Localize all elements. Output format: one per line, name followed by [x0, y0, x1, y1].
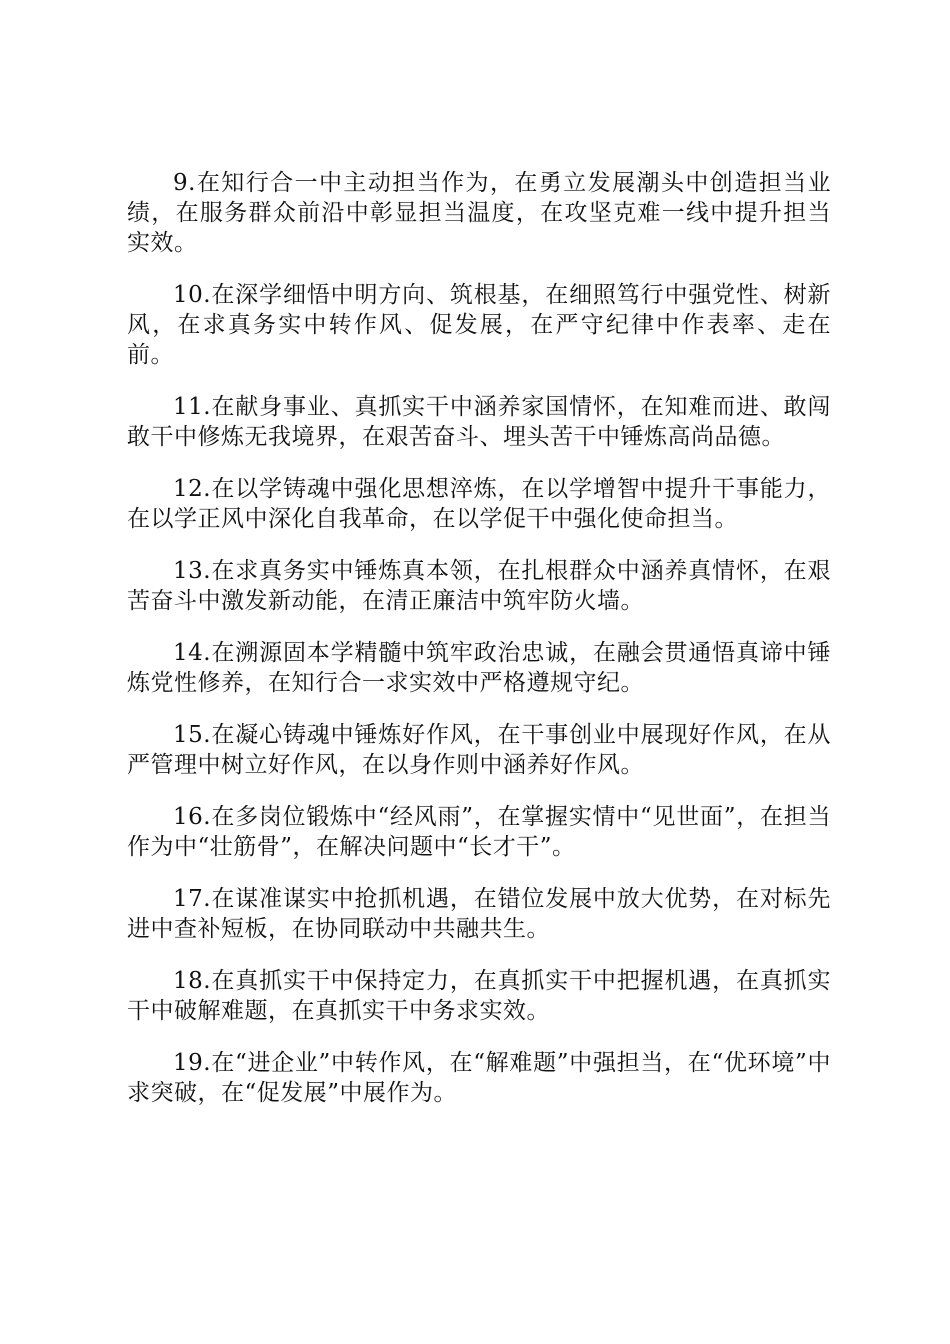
paragraph-16: 16.在多岗位锻炼中“经风雨”，在掌握实情中“见世面”，在担当作为中“壮筋骨”，在解决问题中“长才干”。	[127, 804, 831, 860]
paragraph-18: 18.在真抓实干中保持定力，在真抓实干中把握机遇，在真抓实干中破解难题，在真抓实干中务求实效。	[127, 968, 831, 1024]
paragraph-15: 15.在凝心铸魂中锤炼好作风，在干事创业中展现好作风，在从严管理中树立好作风，在以身作则中涵养好作风。	[127, 722, 831, 778]
paragraph-14: 14.在溯源固本学精髓中筑牢政治忠诚，在融会贯通悟真谛中锤炼党性修养，在知行合一求实效中严格遵规守纪。	[127, 640, 831, 696]
paragraph-17: 17.在谋准谋实中抢抓机遇，在错位发展中放大优势，在对标先进中查补短板，在协同联动中共融共生。	[127, 886, 831, 942]
paragraph-13: 13.在求真务实中锤炼真本领，在扎根群众中涵养真情怀，在艰苦奋斗中激发新动能，在清正廉洁中筑牢防火墙。	[127, 558, 831, 614]
paragraph-9: 9.在知行合一中主动担当作为，在勇立发展潮头中创造担当业绩，在服务群众前沿中彰显担当温度，在攻坚克难一线中提升担当实效。	[127, 170, 831, 256]
paragraph-11: 11.在献身事业、真抓实干中涵养家国情怀，在知难而进、敢闯敢干中修炼无我境界，在艰苦奋斗、埋头苦干中锤炼高尚品德。	[127, 394, 831, 450]
paragraph-19: 19.在“进企业”中转作风，在“解难题”中强担当，在“优环境”中求突破，在“促发展”中展作为。	[127, 1050, 831, 1106]
paragraph-12: 12.在以学铸魂中强化思想淬炼，在以学增智中提升干事能力，在以学正风中深化自我革命，在以学促干中强化使命担当。	[127, 476, 831, 532]
paragraph-10: 10.在深学细悟中明方向、筑根基，在细照笃行中强党性、树新风，在求真务实中转作风、促发展，在严守纪律中作表率、走在前。	[127, 282, 831, 368]
document-body	[127, 168, 831, 1130]
